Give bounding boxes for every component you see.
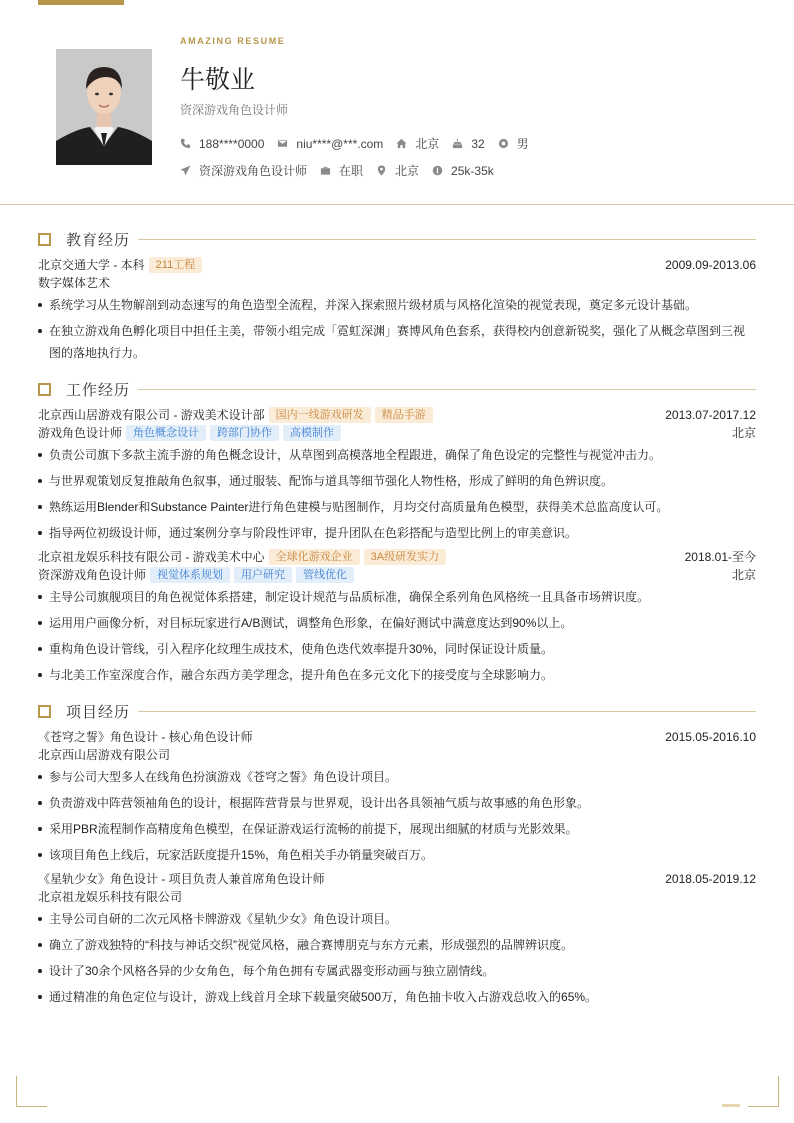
- corner-dash-ornament: [722, 1104, 740, 1107]
- company-tag: 国内一线游戏研发: [269, 407, 371, 423]
- skill-tag: 用户研究: [234, 567, 292, 583]
- bullet-item: 设计了30余个风格各异的少女角色，每个角色拥有专属武器变形动画与独立剧情线。: [38, 960, 756, 982]
- skill-tag: 角色概念设计: [126, 425, 206, 441]
- salary-info: [432, 164, 494, 178]
- work-entry: [38, 406, 756, 544]
- school-tag: 211工程: [149, 257, 203, 273]
- section-title: 项目经历: [66, 703, 131, 721]
- job-location: 北京: [731, 568, 756, 582]
- corner-ornament-right: [748, 1076, 779, 1107]
- project-name: 《苍穹之誓》角色设计 - 核心角色设计师: [38, 730, 253, 744]
- bullet-item: 在独立游戏角色孵化项目中担任主美，带领小组完成「霓虹深渊」赛博风角色套系，获得校内创意新锐奖，强化了从概念草图到三视图的落地执行力。: [38, 320, 756, 364]
- skill-tag: 管线优化: [296, 567, 354, 583]
- bullet-item: 熟练运用Blender和Substance Painter进行角色建模与贴图制作，月均交付高质量角色模型，获得美术总监高度认可。: [38, 496, 756, 518]
- company-tag: 全球化游戏企业: [269, 549, 360, 565]
- bullet-item: 指导两位初级设计师，通过案例分享与阶段性评审，提升团队在色彩搭配与造型比例上的审美意识。: [38, 522, 756, 544]
- status-info: [320, 162, 363, 179]
- candidate-title: 资深游戏角色设计师: [180, 103, 289, 117]
- target-position-text: 资深游戏角色设计师: [199, 164, 308, 178]
- work-section: [38, 378, 756, 686]
- section-heading: [38, 228, 756, 250]
- contact-info-row: [180, 135, 542, 152]
- company-tag: 精品手游: [375, 407, 433, 423]
- email-text: niu****@***.com: [296, 136, 384, 151]
- bullet-item: 与北美工作室深度合作，融合东西方美学理念，提升角色在多元文化下的接受度与全球影响力。: [38, 664, 756, 686]
- target-position-info: [180, 162, 307, 179]
- target-city-text: 北京: [395, 164, 420, 178]
- bullet-item: 系统学习从生物解剖到动态速写的角色造型全流程，并深入探索照片级材质与风格化渲染的视觉表现，奠定多元设计基础。: [38, 294, 756, 316]
- bullet-item: 负责游戏中阵营领袖角色的设计，根据阵营背景与世界观，设计出各具领袖气质与故事感的角色形象。: [38, 792, 756, 814]
- section-rule: [138, 711, 756, 712]
- header-divider: [0, 204, 794, 205]
- job-role: 资深游戏角色设计师: [38, 568, 147, 582]
- project-company: 北京西山居游戏有限公司: [38, 748, 171, 762]
- send-icon: [180, 165, 191, 176]
- bullet-item: 确立了游戏独特的“科技与神话交织”视觉风格，融合赛博朋克与东方元素，形成强烈的品牌辨识度。: [38, 934, 756, 956]
- bullet-item: 重构角色设计管线，引入程序化纹理生成技术，使角色迭代效率提升30%，同时保证设计质量。: [38, 638, 756, 660]
- gender-info: [498, 135, 529, 152]
- section-title: 教育经历: [66, 231, 131, 249]
- job-role: 游戏角色设计师: [38, 426, 123, 440]
- entry-date: 2009.09-2013.06: [665, 258, 756, 272]
- corner-ornament-left: [16, 1076, 47, 1107]
- education-section: [38, 228, 756, 364]
- candidate-name: 牛敬业: [180, 66, 256, 94]
- career-info-row: [180, 162, 507, 179]
- company-name: 北京祖龙娱乐科技有限公司 - 游戏美术中心: [38, 550, 265, 564]
- brand-label: AMAZING RESUME: [180, 36, 286, 46]
- avatar: [56, 49, 152, 165]
- phone-text: 188****0000: [199, 136, 265, 151]
- hometown-info: [396, 135, 439, 152]
- entry-date: 2018.01-至今: [684, 550, 756, 564]
- briefcase-icon: [320, 165, 331, 176]
- bullet-item: 通过精准的角色定位与设计，游戏上线首月全球下载量突破500万，角色抽卡收入占游戏总收入的65%。: [38, 986, 756, 1008]
- section-marker-icon: [38, 233, 51, 246]
- mail-icon: [277, 138, 288, 149]
- phone-info: [180, 137, 264, 151]
- company-name: 北京西山居游戏有限公司 - 游戏美术设计部: [38, 408, 265, 422]
- phone-icon: [180, 138, 191, 149]
- salary-text: 25k-35k: [451, 163, 494, 178]
- work-entry: [38, 548, 756, 686]
- bullet-item: 采用PBR流程制作高精度角色模型，在保证游戏运行流畅的前提下，展现出细腻的材质与光影效果。: [38, 818, 756, 840]
- entry-date: 2013.07-2017.12: [665, 408, 756, 422]
- target-city-info: [376, 162, 419, 179]
- education-entry: [38, 256, 756, 364]
- money-icon: [432, 165, 443, 176]
- home-icon: [396, 138, 407, 149]
- project-section: [38, 700, 756, 1008]
- job-location: 北京: [731, 426, 756, 440]
- section-heading: [38, 378, 756, 400]
- bullet-item: 与世界观策划反复推敲角色叙事，通过服装、配饰与道具等细节强化人物性格，形成了鲜明的角色辨识度。: [38, 470, 756, 492]
- section-heading: [38, 700, 756, 722]
- major-name: 数字媒体艺术: [38, 276, 111, 290]
- section-marker-icon: [38, 383, 51, 396]
- bullet-item: 主导公司旗舰项目的角色视觉体系搭建，制定设计规范与品质标准，确保全系列角色风格统一且具备市场辨识度。: [38, 586, 756, 608]
- hometown-text: 北京: [415, 137, 440, 151]
- bullet-item: 主导公司自研的二次元风格卡牌游戏《星轨少女》角色设计项目。: [38, 908, 756, 930]
- age-info: [452, 137, 484, 151]
- section-title: 工作经历: [66, 381, 131, 399]
- project-name: 《星轨少女》角色设计 - 项目负责人兼首席角色设计师: [38, 872, 325, 886]
- bullet-item: 运用用户画像分析，对目标玩家进行A/B测试，调整角色形象，在偏好测试中满意度达到90%以上。: [38, 612, 756, 634]
- school-name: 北京交通大学 - 本科: [38, 258, 145, 272]
- gender-text: 男: [516, 137, 529, 151]
- entry-date: 2018.05-2019.12: [665, 872, 756, 886]
- skill-tag: 视觉体系规划: [150, 567, 230, 583]
- resume-body: [38, 228, 756, 1022]
- bullet-item: 该项目角色上线后，玩家活跃度提升15%，角色相关手办销量突破百万。: [38, 844, 756, 866]
- gender-icon: [498, 138, 509, 149]
- project-entry: [38, 870, 756, 1008]
- section-rule: [138, 389, 756, 390]
- top-accent-bar: [38, 0, 124, 5]
- section-marker-icon: [38, 705, 51, 718]
- entry-date: 2015.05-2016.10: [665, 730, 756, 744]
- skill-tag: 跨部门协作: [210, 425, 279, 441]
- skill-tag: 高模制作: [283, 425, 341, 441]
- bullet-item: 参与公司大型多人在线角色扮演游戏《苍穹之誓》角色设计项目。: [38, 766, 756, 788]
- project-entry: [38, 728, 756, 866]
- location-pin-icon: [376, 165, 387, 176]
- bullet-item: 负责公司旗下多款主流手游的角色概念设计，从草图到高模落地全程跟进，确保了角色设定的完整性与视觉冲击力。: [38, 444, 756, 466]
- cake-icon: [452, 138, 463, 149]
- section-rule: [138, 239, 756, 240]
- email-info: [277, 137, 383, 151]
- age-text: 32: [471, 136, 485, 151]
- company-tag: 3A级研发实力: [364, 549, 446, 565]
- project-company: 北京祖龙娱乐科技有限公司: [38, 890, 183, 904]
- status-text: 在职: [339, 164, 364, 178]
